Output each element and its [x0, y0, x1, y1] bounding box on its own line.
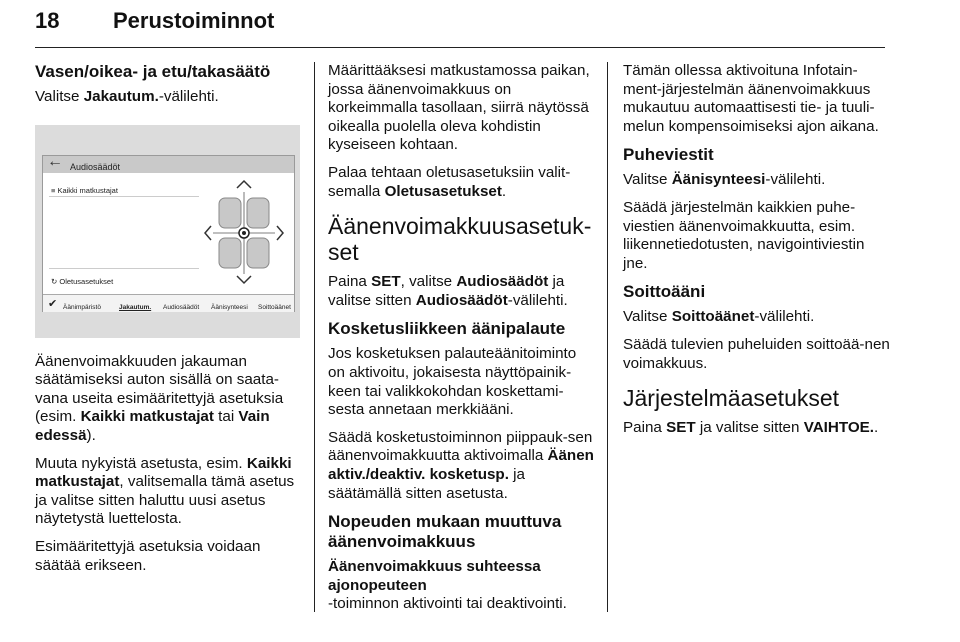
chevron-right-icon: [277, 226, 283, 240]
section-title: Järjestelmäasetukset: [623, 385, 840, 412]
paragraph: Säädä tulevien puheluiden soittoää-nen voimakkuus.: [623, 335, 890, 372]
section-title: Äänenvoimakkuusasetuk-set: [328, 213, 592, 266]
infotainment-screen: [42, 152, 295, 312]
screen-tab: Äänisynteesi: [211, 303, 248, 311]
paragraph: Säädä kosketustoiminnon piippauk-sen äänenvoimakkuutta aktivoimalla Äänen aktiv./deaktiv. kosketusp. ja säätämällä sitten asetusta.: [328, 428, 594, 502]
chevron-left-icon: [205, 226, 211, 240]
column-2: [328, 62, 596, 623]
paragraph: Paina SET, valitse Audiosäädöt ja valitse sitten Audiosäädöt-välilehti.: [328, 273, 568, 309]
paragraph: Esimääritettyjä asetuksia voidaan säätää erikseen.: [35, 537, 261, 574]
column-3: [623, 62, 891, 447]
screen-list-item: ≡ Kaikki matkustajat: [51, 185, 118, 195]
paragraph: Paina SET ja valitse sitten VAIHTOE..: [623, 419, 879, 437]
paragraph: Valitse Äänisynteesi-välilehti.: [623, 171, 826, 189]
paragraph: Valitse Jakautum.-välilehti.: [35, 88, 219, 105]
column-divider: [607, 62, 608, 612]
screen-divider: [49, 268, 199, 269]
paragraph: Muuta nykyistä asetusta, esim. Kaikki matkustajat, valitsemalla tämä asetus ja valitse sitten haluttu uusi asetus näytetystä luettelosta.: [35, 454, 295, 528]
screen-tab-active: Jakautum.: [119, 303, 152, 311]
screen-illustration: [35, 125, 300, 338]
subsection-heading: Nopeuden mukaan muuttuva äänenvoimakkuus: [328, 512, 562, 552]
subsection-heading: Soittoääni: [623, 282, 706, 302]
chevron-down-icon: [237, 276, 251, 283]
screen-title: Audiosäädöt: [70, 161, 121, 172]
check-icon: ✔: [48, 297, 58, 310]
page-number: 18: [35, 8, 60, 33]
minor-heading: Äänenvoimakkuus suhteessa ajonopeuteen: [328, 558, 541, 594]
paragraph: Äänenvoimakkuuden jakauman säätämiseksi auton sisällä on saata-vana useita esimääritettyjä asetuksia (esim. Kaikki matkustajat tai Vain edessä).: [35, 352, 284, 444]
paragraph: Määrittääksesi matkustamossa paikan, jossa äänenvoimakkuus on korkeimmalla tasollaan, siirrä näytössä oikealla puolella oleva kohdistin kyseiseen kohtaan.: [328, 62, 590, 154]
seat-icon: [219, 238, 241, 268]
column-1: [35, 62, 300, 584]
chevron-up-icon: [237, 181, 251, 188]
header-divider: [35, 47, 885, 48]
paragraph: Palaa tehtaan oletusasetuksiin valit-semalla Oletusasetukset.: [328, 163, 571, 200]
chapter-title: Perustoiminnot: [113, 8, 275, 33]
paragraph: Tämän ollessa aktivoituna Infotain-ment-järjestelmän äänenvoimakkuus mukautuu automaattisesti tie- ja tuuli-melun kompensoimiseksi ajon aikana.: [623, 62, 879, 135]
subsection-heading: Kosketusliikkeen äänipalaute: [328, 319, 566, 339]
section-heading: Vasen/oikea- ja etu/takasäätö: [35, 62, 271, 81]
screen-divider: [49, 196, 199, 197]
paragraph: Valitse Soittoäänet-välilehti.: [623, 308, 815, 326]
back-arrow-icon: ←: [47, 152, 63, 170]
seat-icon: [219, 198, 241, 228]
screen-tab: Audiosäädöt: [163, 303, 200, 311]
subsection-heading: Puheviestit: [623, 145, 714, 165]
screen-title-bar: [43, 152, 294, 173]
paragraph: Säädä järjestelmän kaikkien puhe-viestien äänenvoimakkuutta, esim. liikennetiedotusten, navigointiviestin jne.: [623, 198, 865, 272]
seat-icon: [247, 238, 269, 268]
paragraph: -toiminnon aktivointi tai deaktivointi.: [328, 595, 567, 613]
screen-tab-bar: [43, 294, 294, 312]
column-divider: [314, 62, 315, 612]
seat-icon: [247, 198, 269, 228]
paragraph: Jos kosketuksen palauteäänitoiminto on aktivoitu, jokaisesta näyttöpainik-keen tai valikkokohdan koskettami-sesta annetaan merkkiääni.: [328, 345, 577, 419]
seat-balance-diagram: [203, 178, 285, 288]
screen-reset-item: ↻ Oletusasetukset: [51, 276, 114, 286]
page-header: [35, 8, 885, 48]
screen-tab: Äänimpäristö: [63, 303, 101, 311]
screen-tab: Soittoäänet: [258, 303, 291, 311]
